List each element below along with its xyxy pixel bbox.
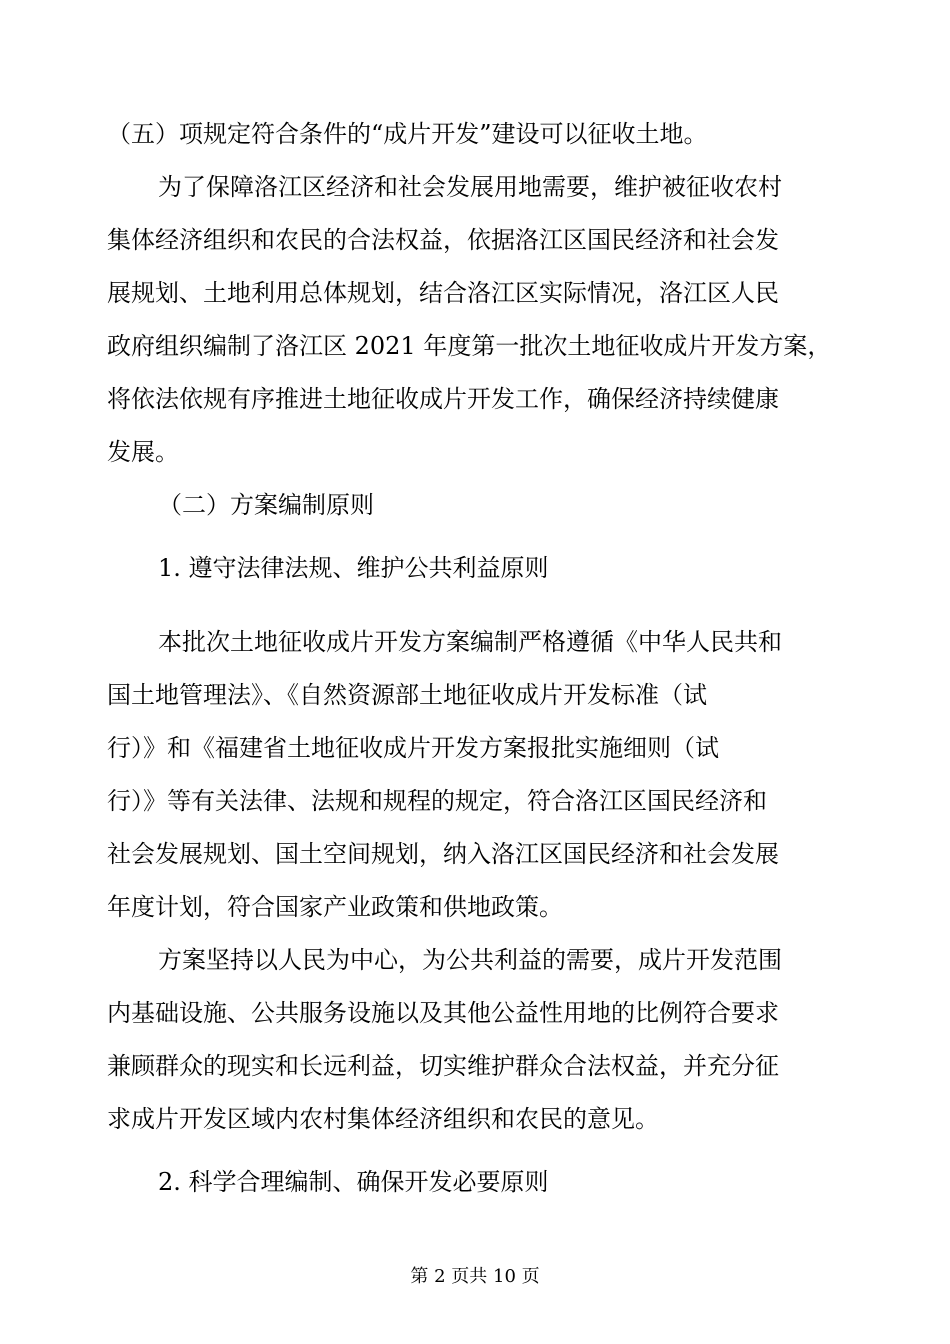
paragraph-3-line-5: 社会发展规划、国土空间规划，纳入洛江区国民经济和社会发展 — [107, 840, 779, 868]
paragraph-2-line-6: 发展。 — [107, 438, 179, 466]
paragraph-3-line-4: 行）》等有关法律、法规和规程的规定，符合洛江区国民经济和 — [107, 787, 767, 815]
paragraph-2-line-4: 政府组织编制了洛江区 2021 年度第一批次土地征收成片开发方案， — [107, 332, 832, 360]
paragraph-2-line-2: 集体经济组织和农民的合法权益，依据洛江区国民经济和社会发 — [107, 226, 779, 254]
paragraph-4-line-3: 兼顾群众的现实和长远利益，切实维护群众合法权益，并充分征 — [107, 1052, 779, 1080]
paragraph-1-line-1: （五）项规定符合条件的“成片开发”建设可以征收土地。 — [107, 120, 708, 148]
paragraph-3-line-3: 行）》和《福建省土地征收成片开发方案报批实施细则（试 — [107, 734, 719, 762]
paragraph-3-line-1: 本批次土地征收成片开发方案编制严格遵循《中华人民共和 — [158, 628, 782, 656]
paragraph-4-line-2: 内基础设施、公共服务设施以及其他公益性用地的比例符合要求 — [107, 999, 779, 1027]
subheading-2: 2. 科学合理编制、确保开发必要原则 — [158, 1168, 549, 1196]
subheading-1: 1. 遵守法律法规、维护公共利益原则 — [158, 554, 549, 582]
paragraph-2-line-1: 为了保障洛江区经济和社会发展用地需要，维护被征收农村 — [158, 173, 782, 201]
paragraph-2-line-3: 展规划、土地利用总体规划，结合洛江区实际情况，洛江区人民 — [107, 279, 779, 307]
paragraph-3-line-6: 年度计划，符合国家产业政策和供地政策。 — [107, 893, 563, 921]
paragraph-4-line-1: 方案坚持以人民为中心，为公共利益的需要，成片开发范围 — [158, 946, 782, 974]
paragraph-3-line-2: 国土地管理法》、《自然资源部土地征收成片开发标准（试 — [107, 681, 707, 709]
page-number-footer: 第 2 页共 10 页 — [410, 1266, 540, 1287]
paragraph-2-line-5: 将依法依规有序推进土地征收成片开发工作，确保经济持续健康 — [107, 385, 779, 413]
paragraph-4-line-4: 求成片开发区域内农村集体经济组织和农民的意见。 — [107, 1105, 659, 1133]
section-heading: （二）方案编制原则 — [158, 491, 374, 519]
